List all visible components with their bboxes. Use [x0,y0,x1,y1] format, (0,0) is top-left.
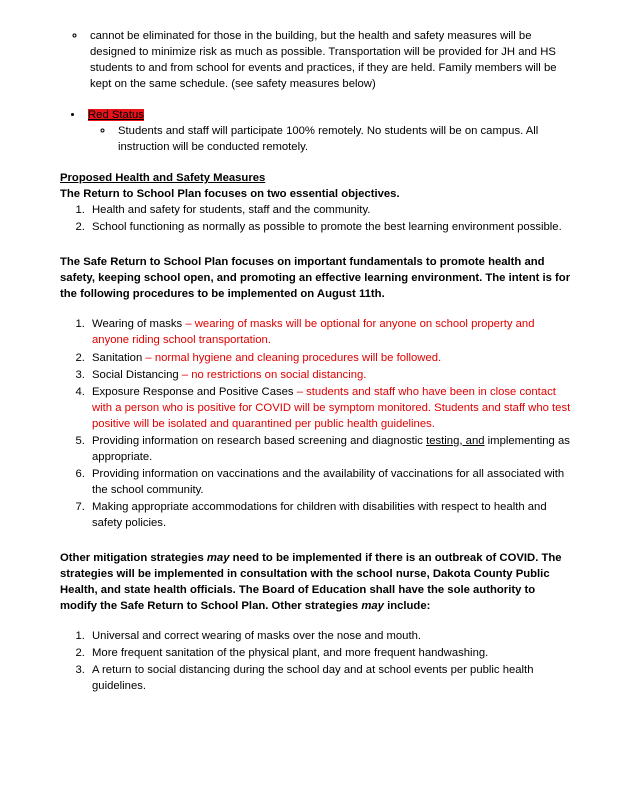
continuation-list [60,28,572,92]
strategy-text: More frequent sanitation of the physical plant, and more frequent handwashing. [92,647,489,659]
fundamentals-paragraph: The Safe Return to School Plan focuses on important fundamentals to promote health and safety, keeping school open, and promoting an effective learning environment. The intent is for the following procedures to be implemented on August 11th. [60,256,571,301]
list-item [88,466,572,498]
list-item [88,433,572,465]
red-status-list [60,107,572,155]
spacer [60,93,572,107]
spacer [60,156,572,170]
spacer [60,532,572,550]
procedure-dash: – [296,385,307,398]
list-item [88,202,572,218]
mitigation-italic-may-2: may [361,599,384,612]
mitigation-italic-may-1: may [206,551,230,564]
proposed-measures-heading: Proposed Health and Safety Measures [60,172,266,185]
spacer [60,236,572,254]
list-item [88,316,572,348]
list-item [88,499,572,531]
red-status-sublist [88,123,572,155]
objective-text: Health and safety for students, staff and the community. [92,204,371,217]
mitigation-part1: Other mitigation strategies [60,551,207,564]
list-item [88,628,572,644]
procedures-list [60,316,572,530]
strategy-text: Universal and correct wearing of masks over the nose and mouth. [92,629,422,642]
procedure-lead: Providing information on research based screening and diagnostic [92,434,427,447]
strategies-list [60,628,572,694]
procedure-tail: implementing as appropriate. [92,434,570,463]
list-item [88,645,572,661]
list-item [88,662,572,694]
mitigation-part2: need to be implemented if there is an outbreak of COVID. The strategies will be implemented in consultation with the school nurse, Dakota County Public Health, and state health officials. The Board of Education shall have the sole authority to modify the Safe Return to School Plan. Other strategies [60,551,562,612]
red-status-label: Red Status [88,109,144,122]
mitigation-paragraph [60,550,572,614]
procedure-red-text: no restrictions on social distancing. [191,368,367,381]
list-item [88,384,572,432]
list-item [88,367,572,383]
list-item [86,28,572,92]
spacer [60,614,572,628]
objectives-list [60,202,572,235]
procedure-lead: Wearing of masks [92,318,186,331]
procedure-lead: Exposure Response and Positive Cases [92,385,297,398]
procedure-underlined-text: testing, and [426,434,485,447]
list-item [88,219,572,235]
procedure-dash: – [181,368,192,381]
list-item [88,350,572,366]
spacer [60,302,572,316]
objective-text: School functioning as normally as possible to promote the best learning environment possible. [92,221,562,234]
continuation-text: cannot be eliminated for those in the building, but the health and safety measures will be designed to minimize risk as much as possible. Transportation will be provided for JH and HS students to and from school for events and practices, if they are held. Family members will be kept on the same schedule. (see safety measures below) [90,30,557,91]
procedure-dash: – [145,351,155,364]
procedure-lead: Providing information on vaccinations and the availability of vaccinations for all associated with the school community. [92,467,565,496]
objectives-lead: The Return to School Plan focuses on two essential objectives. [60,188,400,201]
procedure-lead: Social Distancing [92,368,182,381]
procedure-red-text: students and staff who have been in close contact with a person who is positive for COVID will be symptom monitored. Students and staff who test positive will be isolated and quarantined per public health guidelines. [92,385,571,430]
list-item-red-status [84,107,572,155]
procedure-red-text: wearing of masks will be optional for anyone on school property and anyone riding school transportation. [92,318,535,347]
document-body [60,28,572,694]
procedure-red-text: normal hygiene and cleaning procedures will be followed. [154,351,442,364]
strategy-text: A return to social distancing during the school day and at school events per public health guidelines. [92,664,534,693]
mitigation-part3: include: [383,599,431,612]
list-item [114,123,572,155]
procedure-lead: Making appropriate accommodations for children with disabilities with respect to health and safety policies. [92,500,547,529]
red-status-sub-text: Students and staff will participate 100% remotely. No students will be on campus. All instruction will be conducted remotely. [118,125,539,154]
procedure-lead: Sanitation [92,351,146,364]
procedure-dash: – [185,318,195,331]
